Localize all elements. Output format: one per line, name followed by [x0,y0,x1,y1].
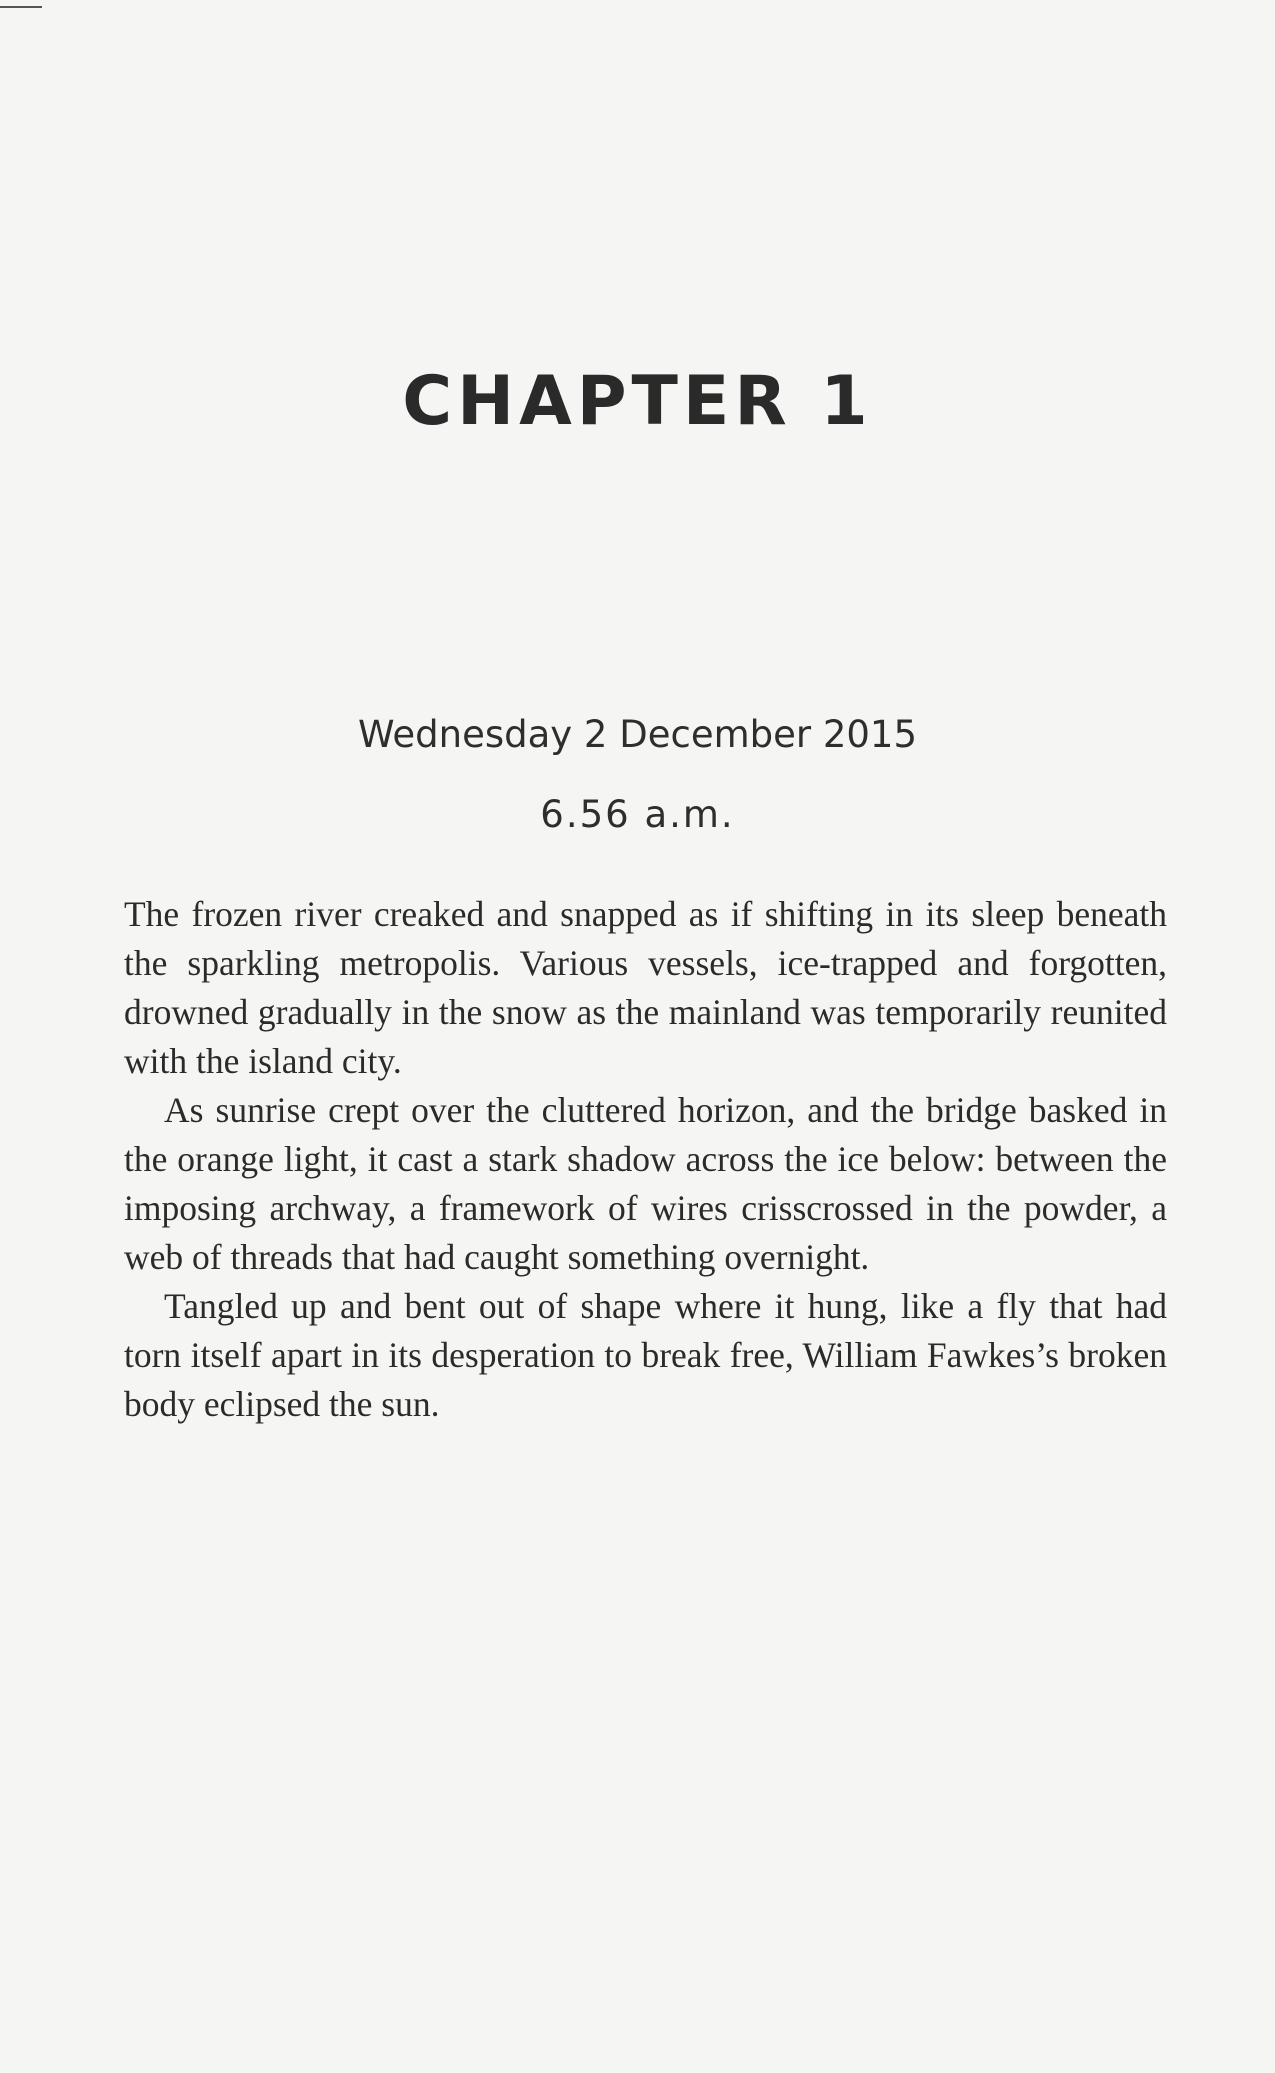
chapter-title: CHAPTER 1 [402,362,873,441]
paragraph-3: Tangled up and bent out of shape where it hung, like a fly that had torn itself apart in its desperation to break free, William Fawkes’s broken body eclipsed the sun. [124,1286,1167,1424]
scene-date: Wednesday 2 December 2015 [357,713,918,756]
paragraph-1: The frozen river creaked and snapped as if shifting in its sleep beneath the sparkling metropolis. Various vessels, ice-trapped and forgotten, drowned gradually in the snow as the mainland was temporarily reunited with the island city. [124,894,1167,1081]
scene-time: 6.56 a.m. [540,793,735,836]
page-edge-mark [0,6,42,8]
paragraph-2: As sunrise crept over the cluttered horizon, and the bridge basked in the orange light, it cast a stark shadow across the ice below: between the imposing archway, a framework of wires crisscrossed in the powder, a web of threads that had caught something overnight. [124,1090,1167,1277]
chapter-body [124,890,1167,1429]
